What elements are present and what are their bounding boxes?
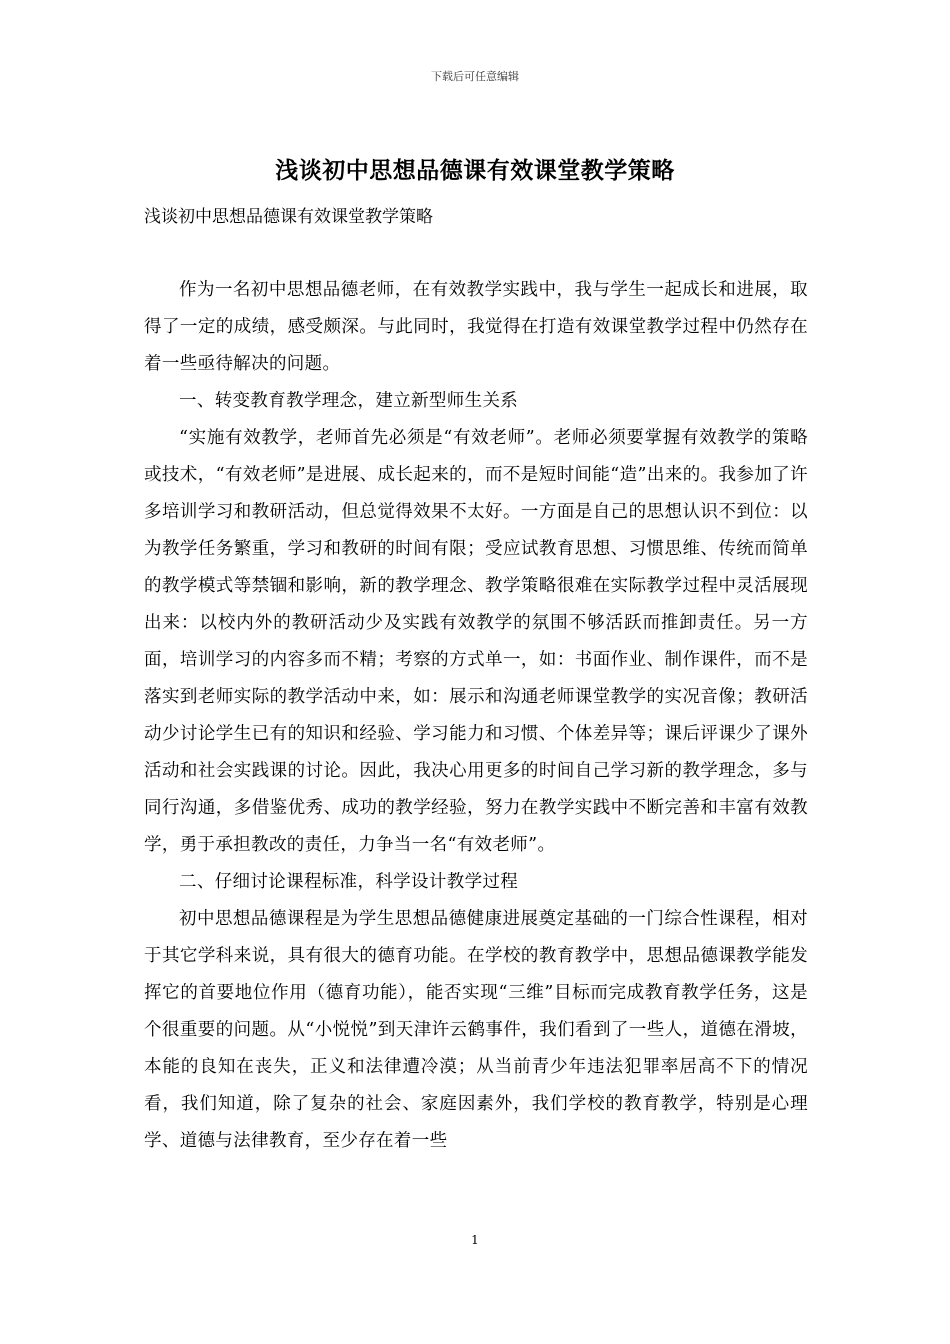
document-subtitle: 浅谈初中思想品德课有效课堂教学策略 (144, 207, 433, 227)
page-number: 1 (471, 1233, 479, 1247)
header-note: 下载后可任意编辑 (431, 70, 519, 83)
document-body (144, 272, 808, 1160)
document-title: 浅谈初中思想品德课有效课堂教学策略 (275, 157, 675, 184)
intro-paragraph: 作为一名初中思想品德老师，在有效教学实践中，我与学生一起成长和进展，取得了一定的成绩，感受颇深。与此同时，我觉得在打造有效课堂教学过程中仍然存在着一些亟待解决的问题。 (144, 280, 808, 374)
section-heading-1: 一、转变教育教学理念，建立新型师生关系 (179, 391, 519, 411)
section-2-paragraph: 初中思想品德课程是为学生思想品德健康进展奠定基础的一门综合性课程，相对于其它学科来说，具有很大的德育功能。在学校的教育教学中，思想品德课教学能发挥它的首要地位作用（德育功能），能否实现“三维”目标而完成教育教学任务，这是个很重要的问题。从“小悦悦”到天津许云鹤事件，我们看到了一些人，道德在滑坡，本能的良知在丧失，正义和法律遭冷漠；从当前青少年违法犯罪率居高不下的情况看，我们知道，除了复杂的社会、家庭因素外，我们学校的教育教学，特别是心理学、道德与法律教育，至少存在着一些 (144, 909, 808, 1151)
section-heading-2: 二、仔细讨论课程标准，科学设计教学过程 (179, 872, 519, 892)
section-1-paragraph: “实施有效教学，老师首先必须是“有效老师”。老师必须要掌握有效教学的策略或技术，“有效老师”是进展、成长起来的，而不是短时间能“造”出来的。我参加了许多培训学习和教研活动，但总觉得效果不太好。一方面是自己的思想认识不到位：以为教学任务繁重，学习和教研的时间有限；受应试教育思想、习惯思维、传统而简单的教学模式等禁锢和影响，新的教学理念、教学策略很难在实际教学过程中灵活展现出来：以校内外的教研活动少及实践有效教学的氛围不够活跃而推卸责任。另一方面，培训学习的内容多而不精；考察的方式单一，如：书面作业、制作课件，而不是落实到老师实际的教学活动中来，如：展示和沟通老师课堂教学的实况音像；教研活动少讨论学生已有的知识和经验、学习能力和习惯、个体差异等；课后评课少了课外活动和社会实践课的讨论。因此，我决心用更多的时间自己学习新的教学理念，多与同行沟通，多借鉴优秀、成功的教学经验，努力在教学实践中不断完善和丰富有效教学，勇于承担教改的责任，力争当一名“有效老师”。 (144, 428, 808, 855)
